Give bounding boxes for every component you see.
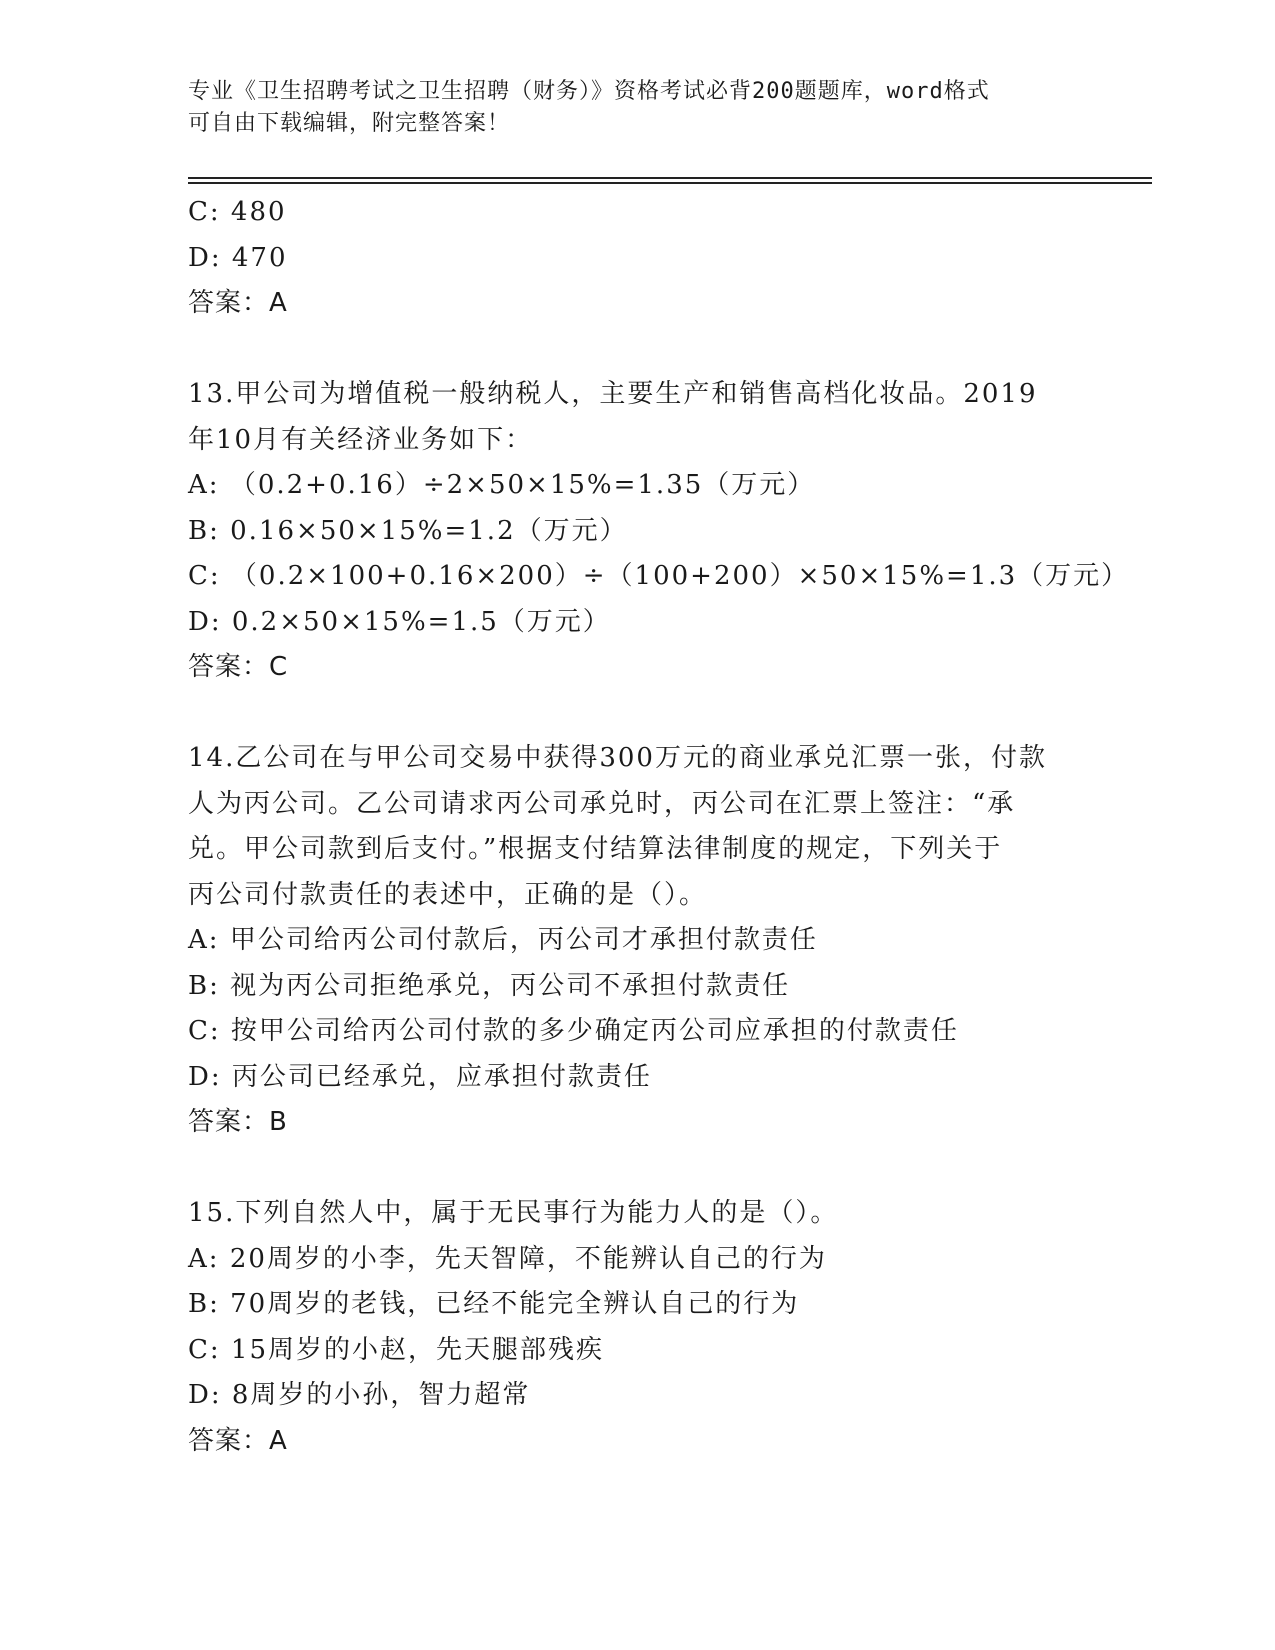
option-c: C: 15周岁的小赵，先天腿部残疾: [188, 1334, 605, 1365]
option-c: C: 按甲公司给丙公司付款的多少确定丙公司应承担的付款责任: [188, 1016, 959, 1046]
option-c: C: 480: [188, 197, 287, 227]
question-stem-line: 人为丙公司。乙公司请求丙公司承兑时，丙公司在汇票上签注：“承: [188, 788, 1016, 819]
question-13: [188, 372, 1130, 691]
answer-line: 答案：C: [188, 652, 289, 682]
question-15: [188, 1191, 1088, 1464]
option-c: C: （0.2×100+0.16×200）÷（100+200）×50×15%=1.3（万元）: [188, 561, 1130, 591]
answer-line: 答案：B: [188, 1107, 288, 1137]
question-stem-line: 兑。甲公司款到后支付。”根据支付结算法律制度的规定，下列关于: [188, 834, 1003, 864]
header-title-line-1: 专业《卫生招聘考试之卫生招聘（财务）》资格考试必背200题题库，word格式: [188, 79, 990, 104]
option-b: B: 0.16×50×15%=1.2（万元）: [188, 515, 628, 546]
question-14: [188, 736, 1088, 1146]
header-divider-bottom: [188, 182, 1152, 184]
header-divider-top: [188, 177, 1152, 179]
option-b: B: 70周岁的老钱，已经不能完全辨认自己的行为: [188, 1289, 800, 1319]
question-12-tail: [188, 190, 1088, 327]
option-d: D: 470: [188, 242, 288, 273]
option-d: D: 8周岁的小孙，智力超常: [188, 1380, 531, 1410]
option-b: B: 视为丙公司拒绝承兑，丙公司不承担付款责任: [188, 970, 791, 1001]
spacer: [188, 1146, 1088, 1192]
option-d: D: 丙公司已经承兑，应承担付款责任: [188, 1061, 652, 1092]
answer-line: 答案：A: [188, 1425, 288, 1456]
option-a: A: 甲公司给丙公司付款后，丙公司才承担付款责任: [188, 925, 818, 955]
spacer: [188, 327, 1088, 373]
document-header: [188, 76, 1068, 140]
question-list: [188, 190, 1130, 1464]
spacer: [188, 691, 1088, 737]
option-a: A: 20周岁的小李，先天智障，不能辨认自己的行为: [188, 1243, 827, 1274]
question-stem-line: 13.甲公司为增值税一般纳税人，主要生产和销售高档化妆品。2019: [188, 379, 1038, 409]
question-stem-line: 丙公司付款责任的表述中，正确的是（）。: [188, 879, 708, 910]
option-a: A: （0.2+0.16）÷2×50×15%=1.35（万元）: [188, 470, 816, 500]
answer-line: 答案：A: [188, 288, 288, 318]
header-title-line-2: 可自由下载编辑，附完整答案！: [188, 111, 511, 136]
question-stem-line: 15.下列自然人中，属于无民事行为能力人的是（）。: [188, 1198, 839, 1228]
question-stem-line: 14.乙公司在与甲公司交易中获得300万元的商业承兑汇票一张，付款: [188, 743, 1047, 773]
option-d: D: 0.2×50×15%=1.5（万元）: [188, 606, 611, 637]
question-stem-line: 年10月有关经济业务如下：: [188, 424, 534, 455]
